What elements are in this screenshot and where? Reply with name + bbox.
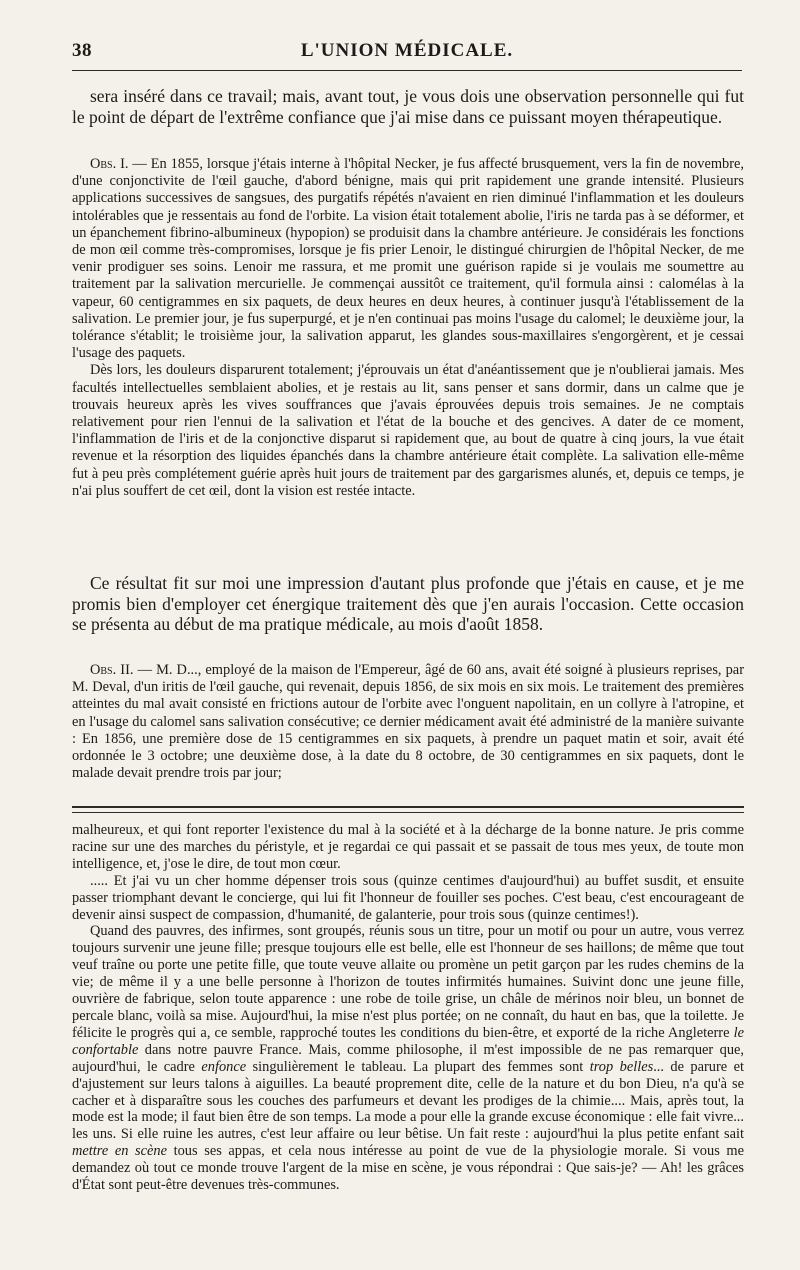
running-title: L'UNION MÉDICALE. (300, 40, 514, 61)
feuilleton-text-d: ... de parure et d'ajustement sur leurs talons à aiguilles. La beauté proprement dite, celle de la nature et du bon Dieu, n'a qu'à se cacher et à disparaître sous les couches des parfumeurs et devant les prodiges de la chimie.... Mais, après tout, la mode est la mode; il faut bien être de son temps. La mode a pour elle la grande excuse économique : elle fait vivre... les uns. Si elle ruine les autres, c'est leur affaire ou leur bêtise. Un fait reste : aujourd'hui la plus petite enfant sait (72, 1058, 744, 1143)
observation-2 (72, 662, 744, 782)
feuilleton-text-e: tous ses appas, et cela nous intéresse au point de vue de la physiologie morale. Si vous me demandez où tout ce monde trouve l'argent de la mise en scène, je vous répondrai : Que sais-je? — Ah! les grâces d'État sont peut-être devenues très-communes. (72, 1143, 744, 1194)
observation-1 (72, 156, 744, 500)
observation-2-label: Obs. II. (90, 662, 134, 678)
feuilleton (72, 822, 744, 1194)
observation-2-paragraph (72, 662, 744, 782)
feuilleton-paragraph-3 (72, 923, 744, 1194)
feuilleton-italic-4: mettre en scène (72, 1143, 167, 1160)
page-header (72, 40, 742, 70)
feuilleton-italic-1: le confortable (72, 1024, 744, 1058)
observation-1-paragraph-2: Dès lors, les douleurs disparurent totalement; j'éprouvais un état d'anéantissement que je n'oublierai jamais. Mes facultés intellectuelles semblaient abolies, et je restais au lit, sans penser et sans dormir, dans un calme que je trouvais heureux après les vives souffrances que j'avais éprouvées depuis trois semaines. Je ne comptais relativement pour rien l'ennui de la salivation et l'état de la bouche et des gencives. A dater de ce moment, l'inflammation de l'iris et de la conjonctive disparut si rapidement que, au bout de quatre à cinq jours, la vue était revenue et la résorption des liquides épanchés dans la chambre antérieure était complète. La salivation elle-même fut à peu près complétement guérie après huit jours de traitement par des gargarismes alunés, et, depuis ce temps, je n'ai plus souffert de cet œil, dont la vision est restée intacte. (72, 362, 744, 499)
observation-2-text: — M. D..., employé de la maison de l'Empereur, âgé de 60 ans, avait été soigné à plusieurs reprises, par M. Deval, d'un iritis de l'œil gauche, qui revenait, depuis 1856, de six mois en six mois. Le traitement des premières atteintes du mal avait consisté en frictions autour de l'orbite avec l'onguent napolitain, en un collyre à l'atropine, et en l'usage du calomel sans salivation consécutive; ce dernier médicament avait été administré de la manière suivante : En 1856, une première dose de 15 centigrammes en six paquets, à prendre un paquet matin et soir, avait été ordonnée le 3 octobre; une deuxième dose, à la date du 8 octobre, de 30 centigrammes en six paquets, dont le malade devait prendre trois par jour; (72, 662, 744, 782)
feuilleton-text-a: Quand des pauvres, des infirmes, sont groupés, réunis sous un titre, pour un motif ou pour un autre, vous verrez toujours survenir une jeune fille; presque toujours elle est belle, elle est l'honneur de ses haillons; de même que tout veuf traîne ou porte une petite fille, que toute veuve allaite ou promène un petit garçon par les rudes chemins de la vie; de même il y a une belle personne à l'horizon de toutes infirmités humaines. Suivint donc une jeune fille, ouvrière de fabrique, selon toute apparence : une robe de toile grise, un châle de mérinos noir bleu, un bonnet de percale blanc, voilà sa mise. Aujourd'hui, la mise n'est plus portée; on ne connaît, du haut en bas, que la toilette. Je félicite le progrès qui a, ce semble, rapproché toutes les conditions du bien-être, et exporté de la riche Angleterre (72, 923, 744, 1041)
feuilleton-italic-3: trop belles (589, 1058, 654, 1075)
feuilleton-paragraph-1: malheureux, et qui font reporter l'existence du mal à la société et à la décharge de la bonne nature. Je pris comme racine sur une des marches du péristyle, et je regardai ce qui passait et se passait de tous mes yeux, de toute mon intelligence, et, j'ose le dire, de tout mon cœur. (72, 822, 744, 872)
feuilleton-italic-2: enfonce (201, 1058, 247, 1075)
feuilleton-separator (72, 806, 744, 813)
observation-1-label: Obs. I. (90, 156, 129, 172)
page-number: 38 (72, 40, 92, 61)
feuilleton-text-c: singulièrement le tableau. La plupart des femmes sont (246, 1058, 590, 1075)
result-paragraph: Ce résultat fit sur moi une impression d'autant plus profonde que j'étais en cause, et je me promis bien d'employer cet énergique traitement dès que j'en aurais l'occasion. Cette occasion se présenta au début de ma pratique médicale, au mois d'août 1858. (72, 573, 744, 634)
intro-paragraph: sera inséré dans ce travail; mais, avant tout, je vous dois une observation personnelle qui fut le point de départ de l'extrême confiance que j'ai mise dans ce puissant moyen thérapeutique. (72, 86, 744, 127)
observation-1-text: — En 1855, lorsque j'étais interne à l'hôpital Necker, je fus affecté brusquement, vers la fin de novembre, d'une conjonctivite de l'œil gauche, d'abord bénigne, mais qui prit rapidement une grande intensité. Plusieurs applications successives de sangsues, des purgatifs répétés n'avaient en rien diminué l'inflammation et les douleurs intolérables que je ressentais au fond de l'orbite. La vision était totalement abolie, l'iris ne tarda pas à se déformer, et un épanchement fibrino-albumineux (hypopion) se produisit dans la chambre antérieure. Je considérais les fonctions de mon œil comme très-compromises, lorsque je fis prier Lenoir, le distingué chirurgien de l'hôpital Necker, de me venir prodiguer ses soins. Lenoir me rassura, et me promit une guérison rapide si je voulais me soumettre au traitement par la salivation mercurielle. Je commençai aussitôt ce traitement, qu'il formula ainsi : calomélas à la vapeur, 60 centigrammes en six paquets, de deux heures en deux heures, à continuer jusqu'à l'établissement de la salivation. Le premier jour, je fus superpurgé, et je n'en continuai pas moins l'usage du calomel; le deuxième jour, la tolérance s'établit; le troisième jour, la salivation apparut, les glandes sous-maxillaires s'engorgèrent, et je cessai l'usage des paquets. (72, 156, 744, 362)
observation-1-paragraph (72, 156, 744, 362)
header-rule (72, 70, 742, 71)
feuilleton-paragraph-2: ..... Et j'ai vu un cher homme dépenser trois sous (quinze centimes d'aujourd'hui) au buffet susdit, et ensuite passer triomphant devant le concierge, qui lui fit l'honneur de fouiller ses poches. C'est beau, c'est encourageant de devenir ainsi suspect de compassion, d'humanité, de galanterie, pour trois sous (quinze centimes!). (72, 872, 744, 923)
feuilleton-text-b: dans notre pauvre France. Mais, comme philosophe, il m'est impossible de ne pas remarquer que, aujourd'hui, le cadre (72, 1041, 744, 1075)
